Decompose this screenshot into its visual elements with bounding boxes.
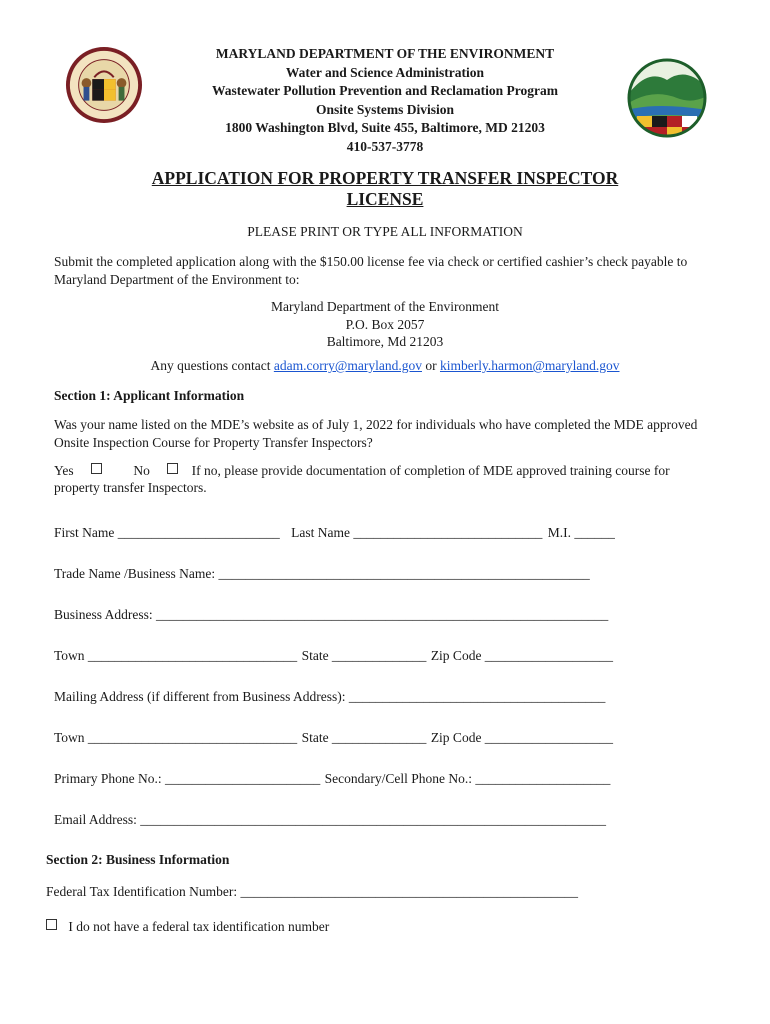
- business-zip-field[interactable]: Zip Code ___________________: [430, 648, 614, 663]
- contact-line: [0, 357, 770, 375]
- middle-initial-field[interactable]: M.I. ______: [547, 525, 615, 540]
- email-address-field[interactable]: Email Address: _____________________________________________________________________: [54, 812, 606, 827]
- header-line-program: Wastewater Pollution Prevention and Reclamation Program: [211, 83, 559, 98]
- if-no-text: If no, please provide documentation of completion of MDE approved training course for: [191, 463, 670, 478]
- tax-id-field[interactable]: Federal Tax Identification Number: __________________________________________________: [46, 884, 578, 899]
- no-checkbox[interactable]: [167, 463, 178, 474]
- page-title: [100, 168, 670, 210]
- no-tax-id-checkbox[interactable]: [46, 919, 57, 930]
- question-line-1: Was your name listed on the MDE’s website as of July 1, 2022 for individuals who have completed the MDE approved: [54, 417, 698, 432]
- address-line-2: P.O. Box 2057: [345, 316, 425, 332]
- if-no-text-continued: property transfer Inspectors.: [54, 480, 207, 495]
- email-link-adam[interactable]: adam.corry@maryland.gov: [273, 358, 422, 373]
- section-2-heading: Section 2: Business Information: [46, 852, 230, 867]
- business-town-field[interactable]: Town _______________________________: [54, 648, 298, 663]
- submit-line-1: Submit the completed application along with the $150.00 license fee via check or certified cashier’s check payable to: [54, 254, 688, 269]
- no-tax-id-label: I do not have a federal tax identification number: [68, 919, 330, 934]
- no-tax-id-row: [46, 918, 329, 936]
- business-state-field[interactable]: State ______________: [301, 648, 427, 663]
- mailing-state-field[interactable]: State ______________: [301, 730, 427, 745]
- email-link-kimberly[interactable]: kimberly.harmon@maryland.gov: [439, 358, 620, 373]
- section-1-heading: Section 1: Applicant Information: [54, 388, 245, 403]
- yes-no-row: [54, 462, 670, 480]
- website-question: [54, 416, 697, 451]
- contact-or: or: [421, 358, 440, 373]
- question-line-2: Onsite Inspection Course for Property Transfer Inspectors?: [54, 434, 373, 450]
- maryland-seal-logo: [65, 46, 143, 124]
- address-line-3: Baltimore, Md 21203: [326, 334, 444, 349]
- yes-checkbox[interactable]: [91, 463, 102, 474]
- secondary-phone-field[interactable]: Secondary/Cell Phone No.: ____________________: [324, 771, 611, 786]
- mde-logo: [627, 58, 707, 138]
- primary-phone-field[interactable]: Primary Phone No.: _______________________: [54, 771, 321, 786]
- contact-prefix: Any questions contact: [150, 358, 274, 373]
- mailing-address-block: [0, 298, 770, 351]
- mailing-town-row: [54, 729, 613, 747]
- agency-header: [150, 45, 620, 156]
- name-row: [54, 524, 615, 542]
- mailing-address-field[interactable]: Mailing Address (if different from Business Address): ______________________________________: [54, 689, 606, 704]
- business-address-field[interactable]: Business Address: ___________________________________________________________________: [54, 607, 609, 622]
- print-notice: PLEASE PRINT OR TYPE ALL INFORMATION: [247, 224, 523, 239]
- business-town-row: [54, 647, 613, 665]
- header-line-administration: Water and Science Administration: [285, 64, 485, 80]
- title-line-1: APPLICATION FOR PROPERTY TRANSFER INSPECTOR: [151, 168, 619, 188]
- trade-name-field[interactable]: Trade Name /Business Name: _______________________________________________________: [54, 566, 590, 581]
- yes-label: Yes: [54, 463, 74, 478]
- last-name-field[interactable]: Last Name ____________________________: [291, 525, 543, 540]
- first-name-field[interactable]: First Name ________________________: [54, 525, 280, 540]
- mailing-town-field[interactable]: Town _______________________________: [54, 730, 298, 745]
- phone-row: [54, 770, 610, 788]
- submit-instructions: [54, 253, 687, 288]
- header-line-phone: 410-537-3778: [346, 138, 424, 154]
- no-label: No: [133, 463, 150, 478]
- title-line-2: LICENSE: [346, 189, 424, 209]
- header-line-division: Onsite Systems Division: [315, 101, 454, 117]
- mailing-zip-field[interactable]: Zip Code ___________________: [430, 730, 614, 745]
- submit-line-2: Maryland Department of the Environment to:: [54, 271, 300, 287]
- address-line-1: Maryland Department of the Environment: [271, 299, 499, 314]
- header-line-address: 1800 Washington Blvd, Suite 455, Baltimore, MD 21203: [225, 120, 545, 135]
- header-line-agency: MARYLAND DEPARTMENT OF THE ENVIRONMENT: [215, 46, 555, 61]
